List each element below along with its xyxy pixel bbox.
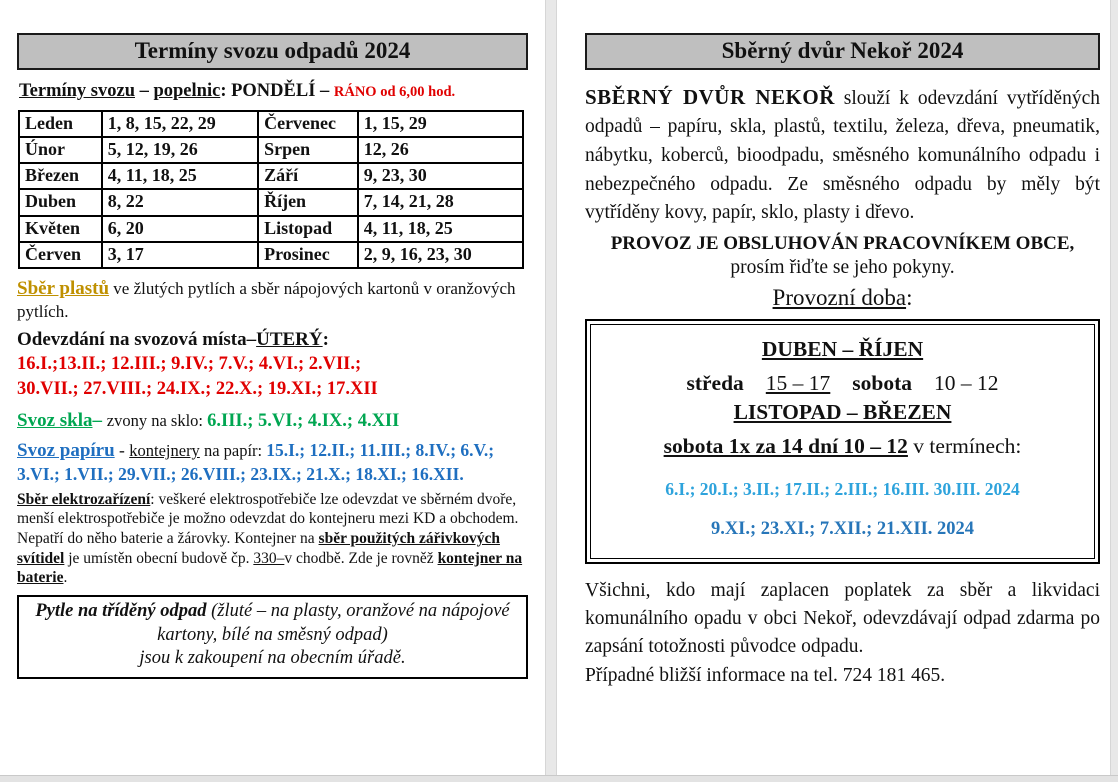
operator-instruction: prosím řiďte se jeho pokyny. — [730, 256, 955, 278]
dates-cell: 1, 8, 15, 22, 29 — [102, 111, 258, 137]
table-row — [19, 163, 523, 189]
glass-paragraph — [17, 409, 528, 434]
subtitle-morning-note: RÁNO od 6,00 hod. — [333, 83, 456, 100]
subtitle-day: : PONDĚLÍ – — [220, 80, 334, 101]
season-april-october: DUBEN – ŘÍJEN — [761, 336, 924, 361]
right-page-title: Sběrný dvůr Nekoř 2024 — [585, 33, 1100, 70]
collection-subtitle — [19, 81, 528, 102]
electro-building-number: 330– — [253, 549, 285, 567]
dates-cell: 4, 11, 18, 25 — [102, 163, 258, 189]
paper-dates: 15.I.; 12.II.; 11.III.; 8.IV.; 6.V.; 3.VI.; 1.VII.; 29.VII.; 26.VIII.; 23.IX.; 21.X.; 18.XI.; 16.XII. — [17, 439, 495, 485]
dropoff-day: ÚTERÝ — [256, 329, 323, 351]
winter-dates-line1: 6.I.; 20.I.; 3.II.; 17.II.; 2.III.; 16.III. 30.III. 2024 — [665, 478, 1020, 499]
glass-dates: 6.III.; 5.VI.; 4.IX.; 4.XII — [207, 411, 400, 432]
page-collection-yard — [557, 0, 1110, 775]
season2-schedule — [595, 434, 1090, 459]
page-waste-schedule — [0, 0, 545, 775]
viewer-bottom-edge — [0, 775, 1118, 782]
season-november-march: LISTOPAD – BŘEZEN — [733, 399, 952, 424]
dates-cell: 5, 12, 19, 26 — [102, 137, 258, 163]
glass-label: Svoz skla — [17, 410, 93, 432]
paper-sep: - — [114, 439, 130, 460]
dates-cell: 2, 9, 16, 23, 30 — [358, 242, 523, 268]
dates-cell: 4, 11, 18, 25 — [358, 216, 523, 242]
saturday-hours: 10 – 12 — [934, 370, 999, 395]
electro-text-3: v chodbě. Zde je rovněž — [284, 549, 438, 567]
viewer-right-edge — [1110, 0, 1118, 775]
contact-line: Případné bližší informace na tel. 724 181 465. — [585, 664, 946, 686]
month-cell: Únor — [19, 137, 102, 163]
electro-battery-label: kontejner na baterie — [17, 549, 523, 587]
yard-intro-paragraph — [585, 82, 1100, 228]
page-gutter — [545, 0, 557, 775]
month-cell: Srpen — [258, 137, 358, 163]
electro-text-4: . — [63, 569, 68, 587]
electro-paragraph — [17, 490, 528, 588]
fee-paragraph: Všichni, kdo mají zaplacen poplatek za sběr a likvidaci komunálního opadu v obci Nekoř, odevzdávají odpad zdarma po zapsání totožnosti původce odpadu. — [585, 579, 1100, 658]
bags-title: Pytle na tříděný odpad — [35, 601, 212, 622]
yard-intro-text: slouží k odevzdání vytříděných odpadů – papíru, skla, plastů, textilu, železa, dřeva, pneumatik, nábytku, koberců, bioodpadu, směsného komunálního odpadu i nebezpečného odpadu. Ze směsného odpadu by měly být vytříděny kovy, papír, sklo, plasty i dřevo. — [585, 87, 1100, 224]
weekday-saturday: sobota — [852, 370, 913, 395]
glass-text: zvony na sklo: — [106, 411, 208, 431]
month-cell: Březen — [19, 163, 102, 189]
electro-fluorescent-label: sběr použitých zářivkových svítidel — [17, 530, 500, 567]
bags-detail: (žluté – na plasty, oranžové na nápojové kartony, bílé na směsný odpad) — [157, 601, 510, 645]
paper-text: na papír: — [199, 440, 267, 460]
month-cell: Září — [258, 163, 358, 189]
subtitle-popelnic: popelnic — [153, 80, 221, 101]
left-page-title: Termíny svozu odpadů 2024 — [17, 33, 528, 70]
month-cell: Květen — [19, 216, 102, 242]
hours-heading — [585, 285, 1100, 311]
plastics-paragraph — [17, 277, 528, 323]
subtitle-terminy: Termíny svozu — [19, 80, 135, 101]
bags-info-box — [17, 595, 528, 679]
dates-cell: 9, 23, 30 — [358, 163, 523, 189]
electro-text-2: je umístěn obecní budově čp. — [64, 549, 254, 567]
dropoff-dates-line1: 16.I.;13.II.; 12.III.; 9.IV.; 7.V.; 4.VI.; 2.VII.; — [17, 354, 362, 375]
paper-label: Svoz papíru — [17, 439, 115, 461]
operator-notice: PROVOZ JE OBSLUHOVÁN PRACOVNÍKEM OBCE, — [610, 232, 1075, 254]
hours-heading-text: Provozní doba — [772, 284, 907, 310]
table-row — [19, 189, 523, 215]
season2-schedule-suffix: v termínech: — [907, 433, 1022, 458]
month-cell: Červenec — [258, 111, 358, 137]
month-cell: Duben — [19, 189, 102, 215]
electro-text-1: : veškeré elektrospotřebiče lze odevzdat ve sběrném dvoře, menší elektrospotřebiče je možno odevzdat do kontejneru mezi KD a obchodem. Nepatří do něho baterie a žárovky. Kontejner na — [17, 490, 519, 548]
season1-times — [595, 371, 1090, 396]
plastics-text: ve žlutých pytlích a sběr nápojových kartonů v oranžových pytlích. — [17, 279, 516, 322]
dates-cell: 7, 14, 21, 28 — [358, 189, 523, 215]
wednesday-hours: 15 – 17 — [765, 370, 831, 395]
dates-cell: 12, 26 — [358, 137, 523, 163]
plastics-label: Sběr plastů — [17, 278, 110, 299]
paper-paragraph — [17, 439, 528, 486]
month-cell: Říjen — [258, 189, 358, 215]
month-cell: Červen — [19, 242, 102, 268]
right-page-content — [585, 33, 1100, 687]
electro-label: Sběr elektrozařízení — [17, 490, 151, 508]
month-cell: Leden — [19, 111, 102, 137]
dates-cell: 8, 22 — [102, 189, 258, 215]
dates-cell: 1, 15, 29 — [358, 111, 523, 137]
dropoff-label: Odevzdání na svozová místa– — [17, 329, 257, 351]
collection-schedule-table — [18, 110, 524, 269]
paper-containers: kontejnery — [129, 440, 200, 460]
table-row — [19, 242, 523, 268]
hours-heading-colon: : — [906, 284, 913, 310]
bags-purchase-line: jsou k zakoupení na obecním úřadě. — [139, 648, 406, 669]
subtitle-dash: – — [134, 80, 154, 101]
glass-dash: – — [92, 410, 107, 432]
opening-hours-inner — [590, 324, 1095, 559]
winter-dates-line2: 9.XI.; 23.XI.; 7.XII.; 21.XII. 2024 — [710, 518, 975, 539]
dates-cell: 3, 17 — [102, 242, 258, 268]
table-row — [19, 111, 523, 137]
month-cell: Prosinec — [258, 242, 358, 268]
dropoff-heading — [17, 329, 528, 351]
table-row — [19, 216, 523, 242]
dropoff-colon: : — [322, 329, 329, 351]
season2-schedule-text: sobota 1x za 14 dní 10 – 12 — [663, 433, 908, 458]
table-row — [19, 137, 523, 163]
dropoff-dates-line2: 30.VII.; 27.VIII.; 24.IX.; 22.X.; 19.XI.; 17.XII — [17, 379, 378, 400]
dates-cell: 6, 20 — [102, 216, 258, 242]
month-cell: Listopad — [258, 216, 358, 242]
weekday-wednesday: středa — [686, 370, 744, 395]
yard-name: SBĚRNÝ DVŮR NEKOŘ — [585, 84, 835, 109]
opening-hours-box — [585, 319, 1100, 564]
